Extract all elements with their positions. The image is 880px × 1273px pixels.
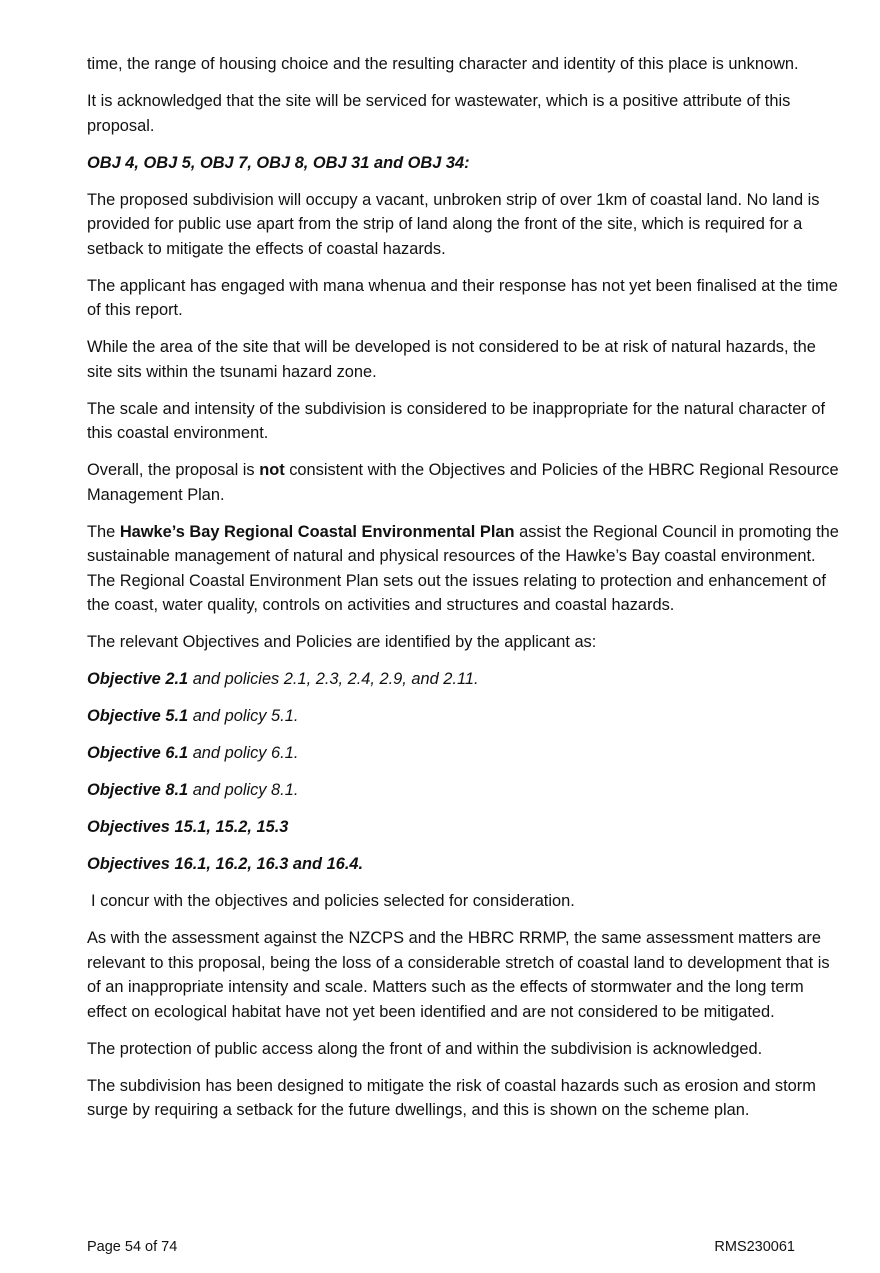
- paragraph-public-access: The protection of public access along the front of and within the subdivision is acknowledged.: [87, 1039, 763, 1058]
- document-page: [87, 52, 839, 1135]
- coastal-plan-post: assist the Regional Council in promoting the sustainable management of natural and physical resources of the Hawke’s Bay coastal environment. The Regional Coastal Environment Plan sets out the issues relating to protection and enhancement of the coast, water quality, controls on activities and structures and coastal hazards.: [87, 522, 839, 614]
- objective-label: Objective 8.1: [87, 781, 189, 799]
- objective-label: Objectives 16.1, 16.2, 16.3 and 16.4.: [87, 855, 364, 873]
- objective-item: [87, 704, 839, 729]
- objective-label: Objectives 15.1, 15.2, 15.3: [87, 818, 289, 836]
- objective-policies: and policy 8.1.: [188, 781, 299, 799]
- objective-policies: and policies 2.1, 2.3, 2.4, 2.9, and 2.11.: [188, 670, 479, 688]
- paragraph-wastewater: It is acknowledged that the site will be serviced for wastewater, which is a positive attribute of this proposal.: [87, 92, 791, 135]
- objective-policies: and policy 6.1.: [188, 744, 299, 762]
- overall-not: not: [259, 461, 285, 479]
- paragraph-coastal-strip: The proposed subdivision will occupy a vacant, unbroken strip of over 1km of coastal land. No land is provided for public use apart from the strip of land along the front of the site, which is required for a setback to mitigate the effects of coastal hazards.: [87, 190, 820, 258]
- coastal-plan-title: Hawke’s Bay Regional Coastal Environmental Plan: [119, 522, 515, 541]
- objective-item: [87, 741, 839, 766]
- coastal-plan-pre: The: [87, 522, 120, 541]
- objectives-heading: OBJ 4, OBJ 5, OBJ 7, OBJ 8, OBJ 31 and OBJ 34:: [87, 153, 470, 172]
- objective-label: Objective 2.1: [87, 670, 189, 688]
- paragraph-housing-character: time, the range of housing choice and the resulting character and identity of this place is unknown.: [87, 55, 799, 73]
- paragraph-natural-hazards: While the area of the site that will be developed is not considered to be at risk of natural hazards, the site sits within the tsunami hazard zone.: [87, 338, 816, 381]
- objective-item: [87, 778, 839, 803]
- paragraph-concur: I concur with the objectives and policies selected for consideration.: [91, 892, 575, 910]
- overall-pre: Overall, the proposal is: [87, 461, 260, 479]
- objective-label: Objective 6.1: [87, 744, 189, 762]
- paragraph-mana-whenua: The applicant has engaged with mana whenua and their response has not yet been finalised at the time of this report.: [87, 276, 838, 319]
- paragraph-relevant-objectives: The relevant Objectives and Policies are identified by the applicant as:: [87, 633, 597, 651]
- objective-item: [87, 852, 839, 877]
- document-reference: RMS230061: [714, 1239, 795, 1255]
- paragraph-scale-intensity: The scale and intensity of the subdivision is considered to be inappropriate for the natural character of this coastal environment.: [87, 399, 826, 442]
- paragraph-overall-consistency: [87, 458, 839, 507]
- page-number: Page 54 of 74: [87, 1239, 178, 1255]
- objective-policies: and policy 5.1.: [188, 707, 299, 725]
- objective-item: [87, 667, 839, 692]
- objective-label: Objective 5.1: [87, 707, 189, 725]
- paragraph-coastal-hazards-setback: The subdivision has been designed to mitigate the risk of coastal hazards such as erosion and storm surge by requiring a setback for the future dwellings, and this is shown on the scheme plan.: [87, 1076, 816, 1119]
- overall-post: consistent with the Objectives and Policies of the HBRC Regional Resource Management Plan.: [87, 461, 839, 504]
- paragraph-coastal-plan: [87, 520, 839, 618]
- objective-item: [87, 815, 839, 840]
- paragraph-assessment: As with the assessment against the NZCPS and the HBRC RRMP, the same assessment matters are relevant to this proposal, being the loss of a considerable stretch of coastal land to development that is of an inappropriate intensity and scale. Matters such as the effects of stormwater and the long term effect on ecological habitat have not yet been identified and are not considered to be mitigated.: [87, 929, 830, 1021]
